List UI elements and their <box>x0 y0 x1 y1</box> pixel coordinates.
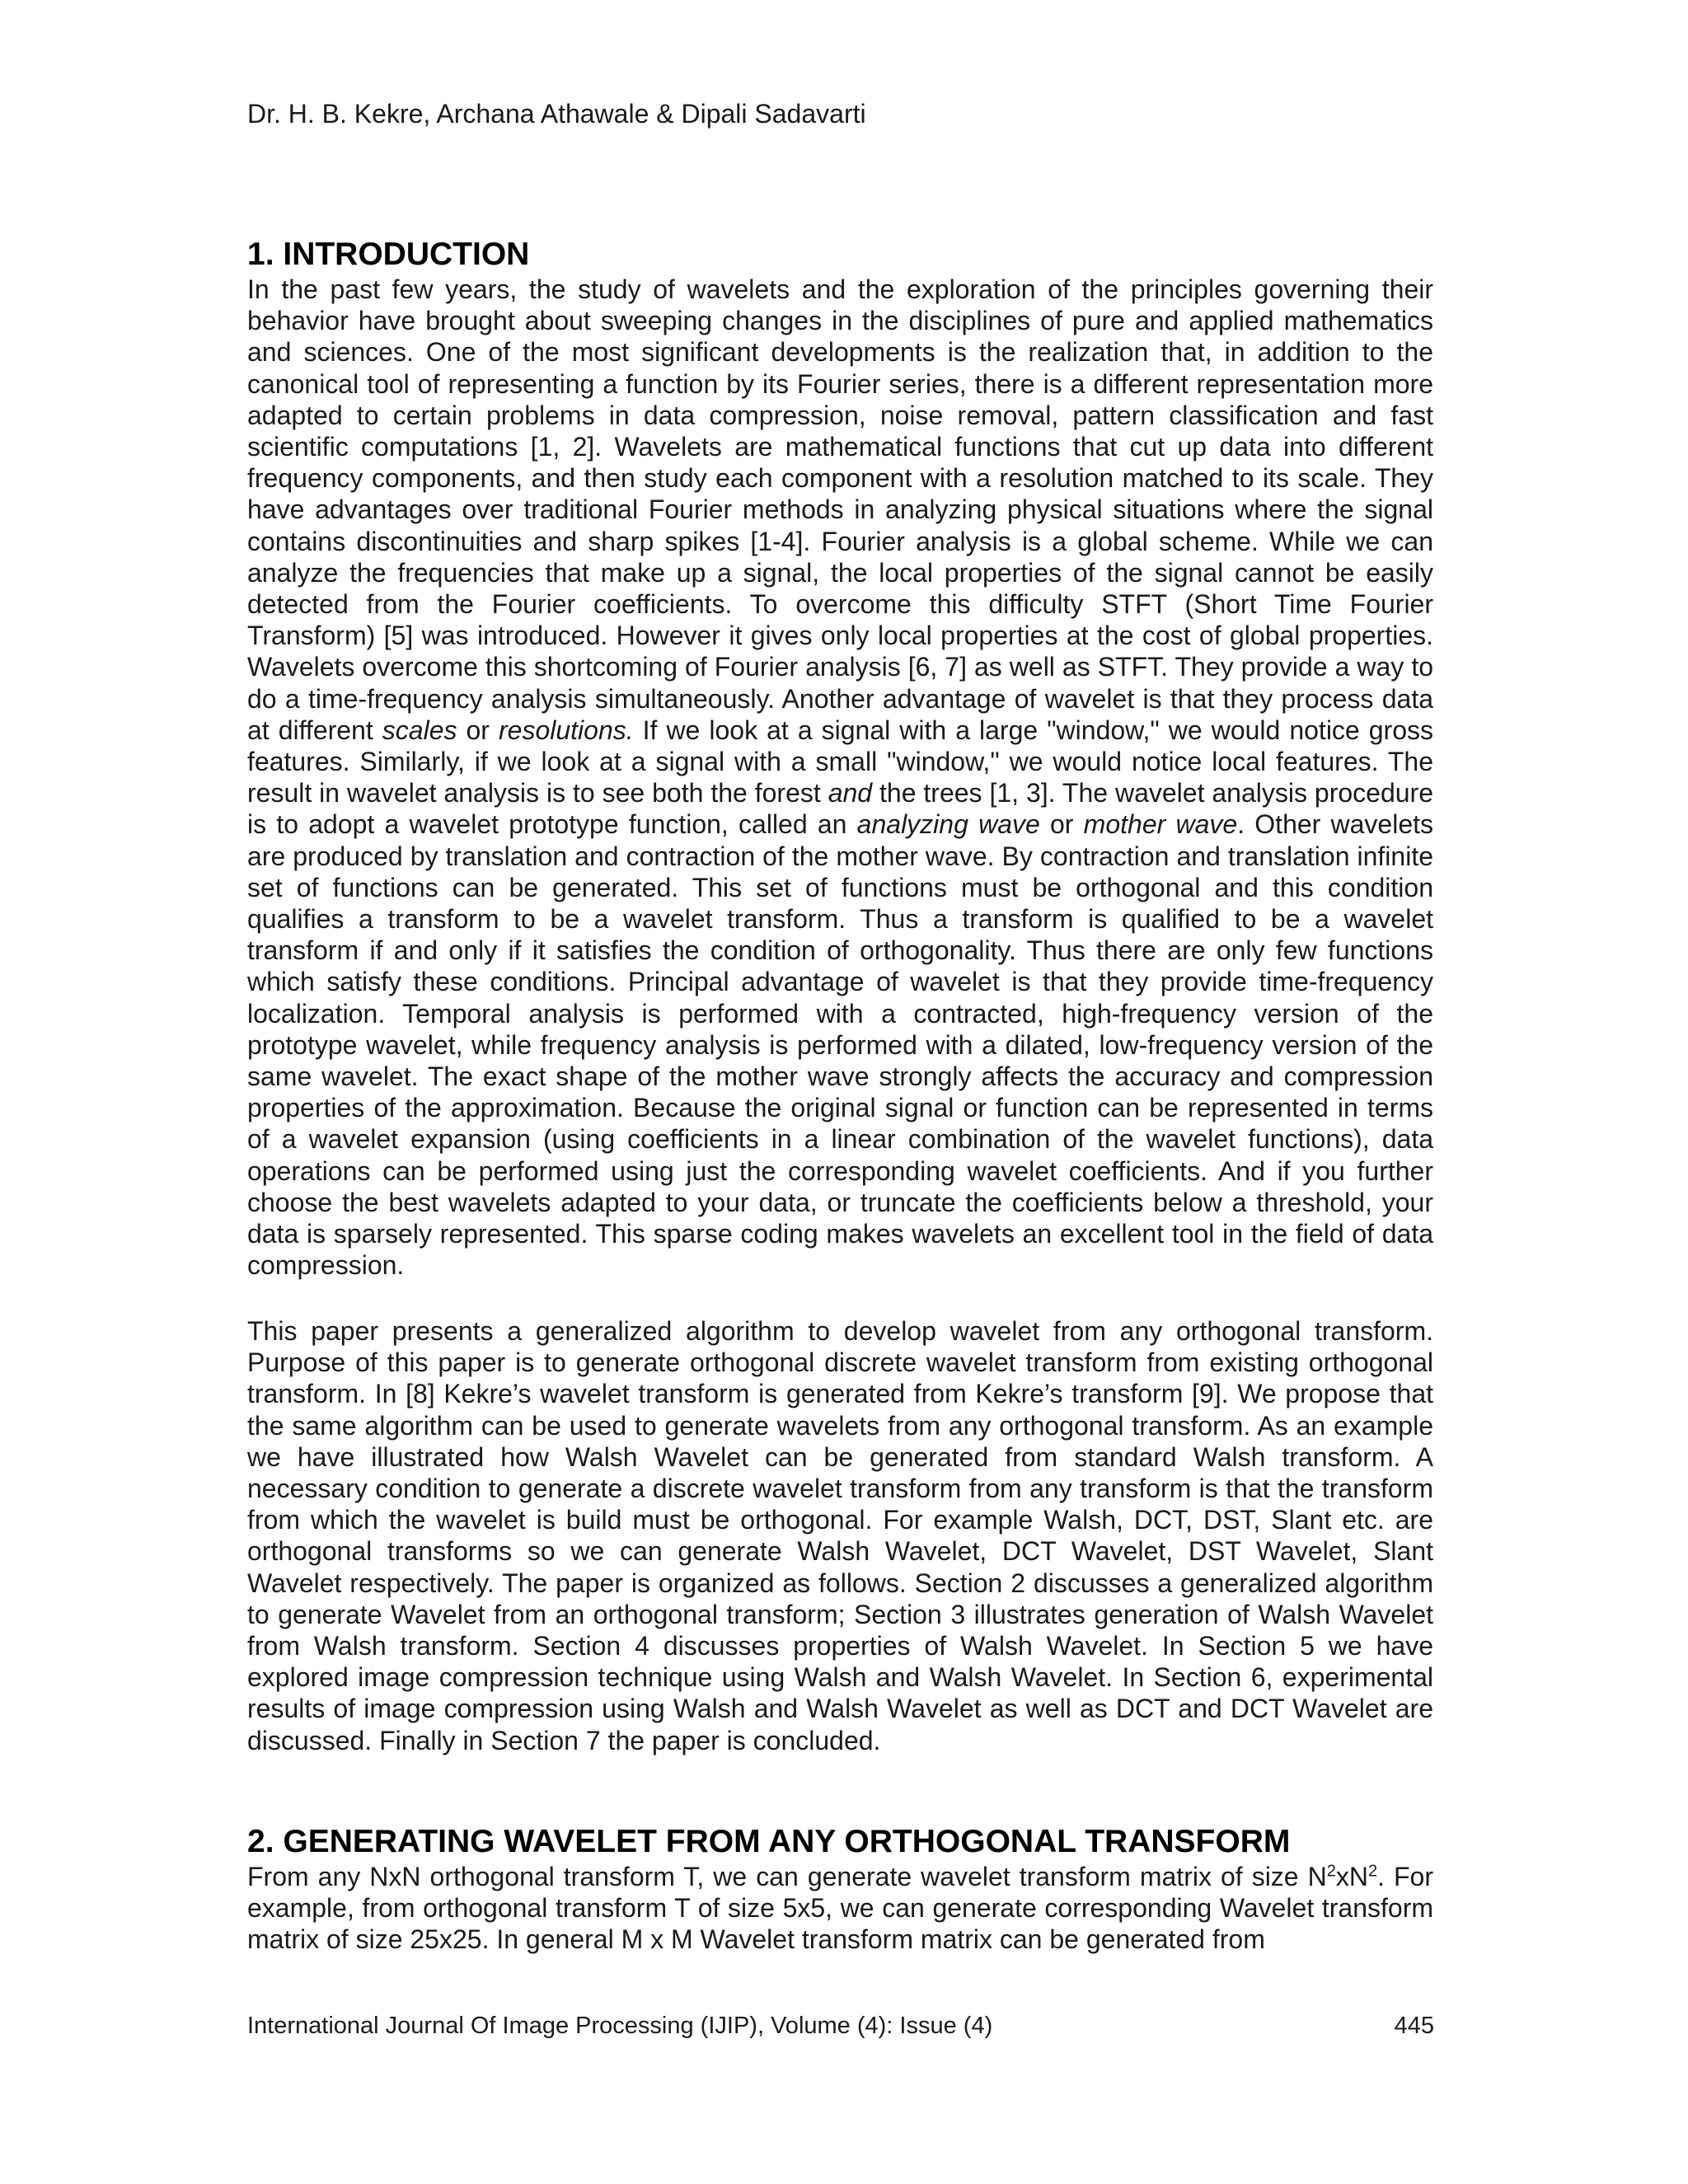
intro-p1-text-d: the trees [1, 3]. The wavelet analysis procedure is to adopt a wavelet prototype function, called an <box>247 778 1434 840</box>
intro-p1-text-f: . Other wavelets are produced by translation and contraction of the mother wave. By contraction and translation infinite set of functions can be generated. This set of functions must be orthogonal and this condition qualifies a transform to be a wavelet transform. Thus a transform is qualified to be a wavelet transform if and only if it satisfies the condition of orthogonality. Thus there are only few functions which satisfy these conditions. Principal advantage of wavelet is that they provide time-frequency localization. Temporal analysis is performed with a contracted, high-frequency version of the prototype wavelet, while frequency analysis is performed with a dilated, low-frequency version of the same wavelet. The exact shape of the mother wave strongly affects the accuracy and compression properties of the approximation. Because the original signal or function can be represented in terms of a wavelet expansion (using coefficients in a linear combination of the wavelet functions), data operations can be performed using just the corresponding wavelet coefficients. And if you further choose the best wavelets adapted to your data, or truncate the coefficients below a threshold, your data is sparsely represented. This sparse coding makes wavelets an excellent tool in the field of data compression. <box>247 809 1434 1281</box>
s2-p1-superscript-2: 2 <box>1367 1862 1378 1881</box>
section-heading-introduction: 1. INTRODUCTION <box>247 237 530 272</box>
section2-paragraph-1 <box>247 1861 1433 1956</box>
intro-p1-text-a: In the past few years, the study of wavelets and the exploration of the principles governing their behavior have brought about sweeping changes in the disciplines of pure and applied mathematics and sciences. One of the most significant developments is the realization that, in addition to the canonical tool of representing a function by its Fourier series, there is a different representation more adapted to certain problems in data compression, noise removal, pattern classification and fast scientific computations [1, 2]. Wavelets are mathematical functions that cut up data into different frequency components, and then study each component with a resolution matched to its scale. They have advantages over traditional Fourier methods in analyzing physical situations where the signal contains discontinuities and sharp spikes [1-4]. Fourier analysis is a global scheme. While we can analyze the frequencies that make up a signal, the local properties of the signal cannot be easily detected from the Fourier coefficients. To overcome this difficulty STFT (Short Time Fourier Transform) [5] was introduced. However it gives only local properties at the cost of global properties. Wavelets overcome this shortcoming of Fourier analysis [6, 7] as well as STFT. They provide a way to do a time-frequency analysis simultaneously. Another advantage of wavelet is that they process data at different <box>247 274 1433 745</box>
intro-p1-italic-resolutions: resolutions. <box>498 715 634 745</box>
intro-p1-text-b: or <box>457 715 499 745</box>
intro-p1-italic-mother-wave: mother wave <box>1083 809 1238 840</box>
running-head-authors: Dr. H. B. Kekre, Archana Athawale & Dipali Sadavarti <box>247 99 866 129</box>
intro-p1-text-c: If we look at a signal with a large "window," we would notice gross features. Similarly, if we look at a signal with a small "window," we would notice local features. The result in wavelet analysis is to see both the forest <box>247 715 1434 808</box>
intro-paragraph-1 <box>247 274 1433 1282</box>
footer-page-number: 445 <box>1394 2013 1434 2039</box>
section-heading-generating-wavelet: 2. GENERATING WAVELET FROM ANY ORTHOGONAL TRANSFORM <box>247 1824 1291 1859</box>
intro-p1-italic-scales: scales <box>382 715 457 745</box>
s2-p1-text-a: From any NxN orthogonal transform T, we can generate wavelet transform matrix of size N <box>247 1862 1327 1891</box>
intro-paragraph-2: This paper presents a generalized algorithm to develop wavelet from any orthogonal transform. Purpose of this paper is to generate orthogonal discrete wavelet transform from existing orthogonal transform. In [8] Kekre’s wavelet transform is generated from Kekre’s transform [9]. We propose that the same algorithm can be used to generate wavelets from any orthogonal transform. As an example we have illustrated how Walsh Wavelet can be generated from standard Walsh transform. A necessary condition to generate a discrete wavelet transform from any transform is that the transform from which the wavelet is build must be orthogonal. For example Walsh, DCT, DST, Slant etc. are orthogonal transforms so we can generate Walsh Wavelet, DCT Wavelet, DST Wavelet, Slant Wavelet respectively. The paper is organized as follows. Section 2 discusses a generalized algorithm to generate Wavelet from an orthogonal transform; Section 3 illustrates generation of Walsh Wavelet from Walsh transform. Section 4 discusses properties of Walsh Wavelet. In Section 5 we have explored image compression technique using Walsh and Walsh Wavelet. In Section 6, experimental results of image compression using Walsh and Walsh Wavelet as well as DCT and DCT Wavelet are discussed. Finally in Section 7 the paper is concluded. <box>247 1316 1433 1755</box>
intro-p1-text-e: or <box>1039 809 1084 840</box>
s2-p1-text-b: xN <box>1335 1862 1368 1891</box>
s2-p1-superscript-1: 2 <box>1326 1862 1336 1881</box>
s2-p1-text-c: . For example, from orthogonal transform T of size 5x5, we can generate corresponding Wavelet transform matrix of size 25x25. In general M x M Wavelet transform matrix can be generated from <box>247 1862 1434 1955</box>
intro-p1-italic-analyzing-wave: analyzing wave <box>856 809 1040 840</box>
intro-p1-italic-and: and <box>828 778 873 808</box>
footer-journal: International Journal Of Image Processing (IJIP), Volume (4): Issue (4) <box>247 2013 993 2039</box>
